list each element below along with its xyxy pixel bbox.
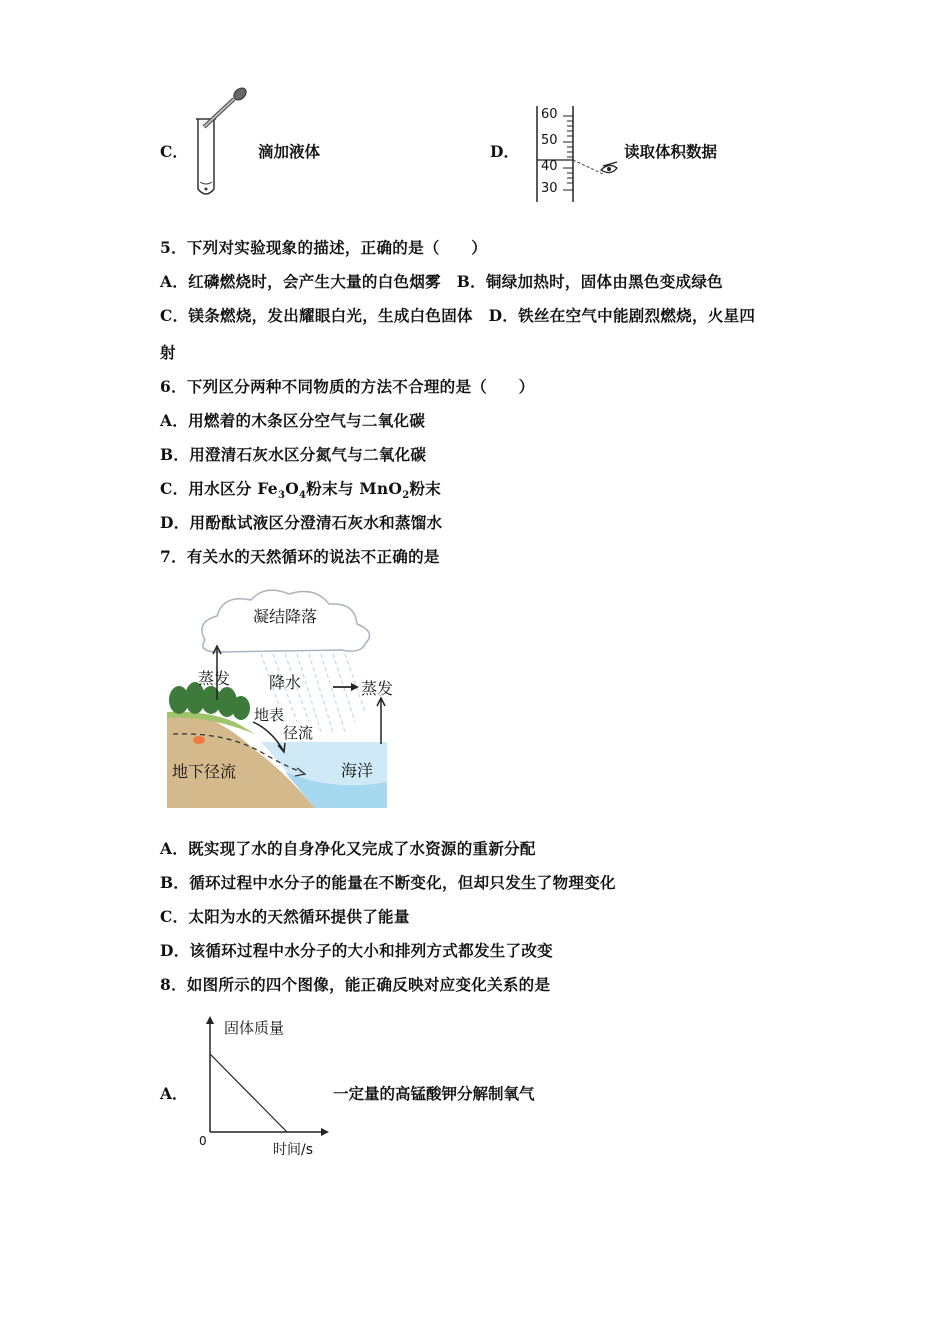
option-d-label: D． <box>490 142 519 161</box>
q6-c-mid1: O <box>285 479 300 498</box>
option-c-label: C． <box>160 142 188 161</box>
q8-series-line <box>210 1054 287 1132</box>
label-runoff: 径流 <box>283 724 314 742</box>
q7-option-c: C．太阳为水的天然循环提供了能量 <box>160 907 410 926</box>
water-cycle-figure <box>165 582 405 810</box>
label-condensation: 凝结降落 <box>253 607 318 626</box>
q6-c-sub1: 3 <box>277 490 286 502</box>
q8-chart-origin: 0 <box>199 1134 207 1148</box>
q7-option-a: A．既实现了水的自身净化又完成了水资源的重新分配 <box>160 839 536 858</box>
q6-c-sub3: 2 <box>402 490 410 502</box>
q6-stem: 6．下列区分两种不同物质的方法不合理的是（ ） <box>160 377 535 396</box>
q8-stem: 8．如图所示的四个图像，能正确反映对应变化关系的是 <box>160 975 551 994</box>
cylinder-tick-60: 60 <box>541 107 558 122</box>
q8-chart-y-arrow <box>206 1016 214 1024</box>
q7-option-b: B．循环过程中水分子的能量在不断变化，但却只发生了物理变化 <box>160 873 616 892</box>
label-evaporation-left: 蒸发 <box>198 669 231 688</box>
option-c-caption: 滴加液体 <box>258 142 321 161</box>
option-d-caption: 读取体积数据 <box>624 142 718 161</box>
q7-option-d: D．该循环过程中水分子的大小和排列方式都发生了改变 <box>160 941 553 960</box>
q6-c-sub2: 4 <box>299 490 307 502</box>
q7-stem: 7．有关水的天然循环的说法不正确的是 <box>160 547 440 566</box>
q5-options-cd: C．镁条燃烧，发出耀眼白光，生成白色固体 D．铁丝在空气中能剧烈燃烧，火星四 <box>160 306 756 325</box>
q6-option-a: A．用燃着的木条区分空气与二氧化碳 <box>160 411 426 430</box>
q8-option-a-label: A． <box>160 1084 188 1103</box>
q6-c-mid2: 粉末与 MnO <box>306 479 403 498</box>
q6-option-b: B．用澄清石灰水区分氮气与二氧化碳 <box>160 445 427 464</box>
q5-stem: 5．下列对实验现象的描述，正确的是（ ） <box>160 238 488 257</box>
q5-options-ab: A．红磷燃烧时，会产生大量的白色烟雾 B．铜绿加热时，固体由黑色变成绿色 <box>160 272 723 291</box>
q6-option-d: D．用酚酞试液区分澄清石灰水和蒸馏水 <box>160 513 443 532</box>
q6-c-prefix: C．用水区分 Fe <box>160 479 278 498</box>
cylinder-tick-30: 30 <box>541 181 558 196</box>
q8-chart-x-arrow <box>321 1128 329 1136</box>
q8-chart-ylabel: 固体质量 <box>224 1019 285 1037</box>
q6-option-c <box>160 477 441 501</box>
q5-option-d-cont: 射 <box>160 343 176 362</box>
q6-c-suffix: 粉末 <box>409 479 442 498</box>
dropper-test-tube-icon <box>190 85 252 203</box>
graduated-cylinder <box>533 104 628 204</box>
label-underground-runoff: 地下径流 <box>172 762 237 781</box>
q8-option-a-caption: 一定量的高锰酸钾分解制氧气 <box>333 1084 535 1103</box>
q8-chart <box>195 1012 335 1162</box>
label-ocean: 海洋 <box>341 761 374 780</box>
label-precipitation: 降水 <box>269 673 302 692</box>
cylinder-tick-40: 40 <box>541 159 558 174</box>
label-evaporation-right: 蒸发 <box>361 679 394 698</box>
label-surface: 地表 <box>254 706 285 724</box>
cylinder-tick-50: 50 <box>541 133 558 148</box>
q8-chart-xlabel: 时间/s <box>273 1142 314 1158</box>
